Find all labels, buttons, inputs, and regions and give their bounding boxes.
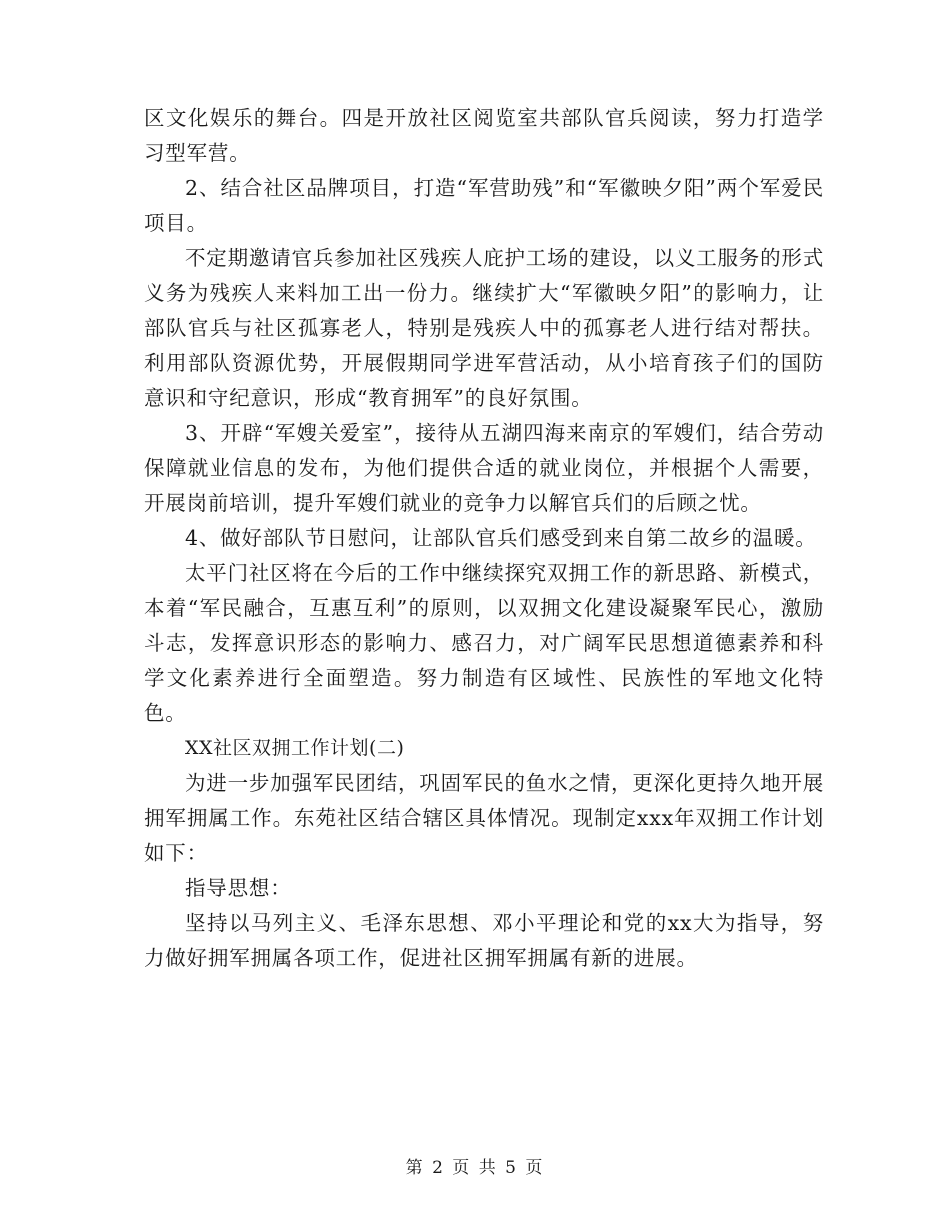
paragraph-2: 2、结合社区品牌项目，打造“军营助残”和“军徽映夕阳”两个军爱民项目。: [144, 176, 824, 235]
paragraph-5: 4、做好部队节日慰问，让部队官兵们感受到来自第二故乡的温暖。: [185, 526, 817, 550]
paragraph-1: 区文化娱乐的舞台。四是开放社区阅览室共部队官兵阅读，努力打造学习型军营。: [144, 106, 824, 165]
paragraph-4: 3、开辟“军嫂关爱室”，接待从五湖四海来南京的军嫂们，结合劳动保障就业信息的发布，为他们提供合适的就业岗位，并根据个人需要，开展岗前培训，提升军嫂们就业的竞争力以解官兵们的后顾之忧。: [144, 421, 824, 515]
paragraph-9: 坚持以马列主义、毛泽东思想、邓小平理论和党的xx大为指导，努力做好拥军拥属各项工作，促进社区拥军拥属有新的进展。: [144, 911, 824, 970]
paragraph-6: 太平门社区将在今后的工作中继续探究双拥工作的新思路、新模式，本着“军民融合，互惠互利”的原则，以双拥文化建设凝聚军民心，激励斗志，发挥意识形态的影响力、感召力，对广阔军民思想道德素养和科学文化素养进行全面塑造。努力制造有区域性、民族性的军地文化特色。: [144, 561, 824, 725]
section-title: XX社区双拥工作计划(二): [185, 737, 405, 759]
paragraph-8: 指导思想：: [185, 876, 292, 900]
page-number: 第 2 页 共 5 页: [405, 1158, 545, 1178]
paragraph-7: 为进一步加强军民团结，巩固军民的鱼水之情，更深化更持久地开展拥军拥属工作。东苑社区结合辖区具体情况。现制定xxx年双拥工作计划如下：: [144, 771, 824, 865]
document-body: [144, 101, 824, 976]
paragraph-3: 不定期邀请官兵参加社区残疾人庇护工场的建设，以义工服务的形式义务为残疾人来料加工出一份力。继续扩大“军徽映夕阳”的影响力，让部队官兵与社区孤寡老人，特别是残疾人中的孤寡老人进行结对帮扶。利用部队资源优势，开展假期同学进军营活动，从小培育孩子们的国防意识和守纪意识，形成“教育拥军”的良好氛围。: [144, 246, 824, 410]
